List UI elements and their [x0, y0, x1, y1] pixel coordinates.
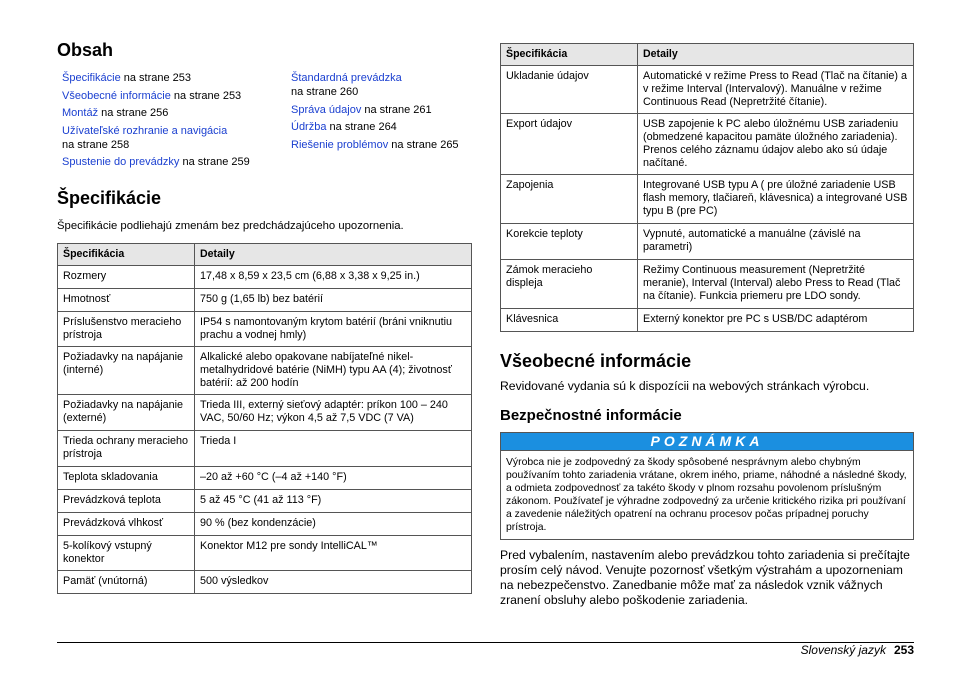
toc-column-2	[291, 71, 476, 155]
specs-title: Špecifikácie	[57, 188, 162, 208]
specs-intro: Špecifikácie podliehajú zmenám bez predchádzajúceho upozornenia.	[57, 220, 404, 232]
table-row	[58, 536, 472, 571]
toc-page-ref: na strane 256	[98, 107, 169, 119]
table-row	[501, 260, 914, 309]
spec-detail-cell: Trieda III, externý sieťový adaptér: príkon 100 – 240 VAC, 50/60 Hz; výkon 4,5 až 7,5 VDC (7 VA)	[195, 395, 472, 431]
table-row	[58, 513, 472, 536]
spec-name-cell: Príslušenstvo meracieho prístroja	[58, 312, 195, 347]
spec-detail-cell: 5 až 45 °C (41 až 113 °F)	[195, 490, 472, 513]
table-row	[58, 431, 472, 467]
spec-name-cell: Prevádzková vlhkosť	[58, 513, 195, 536]
toc-entry	[62, 124, 282, 152]
spec-name-cell: Pamäť (vnútorná)	[58, 571, 195, 594]
toc-link[interactable]: Spustenie do prevádzky	[62, 156, 180, 168]
toc-page-ref: na strane 261	[361, 103, 432, 116]
toc-entry	[291, 71, 476, 99]
spec-detail-cell: Režimy Continuous measurement (Nepretržité meranie), Interval (Interval) alebo Press to Read (Tlač na čítanie). Funkcia priemeru pre LDO sondy.	[638, 260, 914, 309]
toc-page-ref: na strane 264	[326, 121, 397, 133]
spec-detail-cell: –20 až +60 °C (–4 až +140 °F)	[195, 467, 472, 490]
toc-page-ref: na strane 258	[62, 138, 130, 151]
column-header-details: Detaily	[195, 244, 472, 266]
page-footer	[801, 643, 914, 657]
note-label: POZNÁMKA	[501, 433, 913, 450]
toc-link[interactable]: Montáž	[62, 107, 99, 119]
spec-detail-cell: Konektor M12 pre sondy IntelliCAL™	[195, 536, 472, 571]
spec-table-left	[57, 243, 472, 594]
spec-detail-cell: Integrované USB typu A ( pre úložné zariadenie USB flash memory, tlačiareň, klávesnica) a integrované USB typu B (pre PC)	[638, 175, 914, 224]
spec-name-cell: Zapojenia	[501, 175, 638, 224]
toc-link[interactable]: Užívateľské rozhranie a navigácia	[62, 124, 228, 137]
toc-link[interactable]: Špecifikácie	[62, 72, 121, 84]
spec-name-cell: Korekcie teploty	[501, 224, 638, 260]
toc-entry	[62, 155, 282, 169]
footer-language: Slovenský jazyk	[800, 643, 886, 657]
spec-name-cell: Trieda ochrany meracieho prístroja	[58, 431, 195, 467]
spec-name-cell: Požiadavky na napájanie (interné)	[58, 347, 195, 395]
table-row	[58, 312, 472, 347]
toc-link[interactable]: Údržba	[291, 121, 327, 133]
spec-detail-cell: Alkalické alebo opakovane nabíjateľné nikel-metalhydridové batérie (NiMH) typu AA (4); životnosť batérií: až 200 hodín	[195, 347, 472, 395]
toc-entry	[291, 138, 476, 152]
spec-detail-cell: Vypnuté, automatické a manuálne (závislé na parametri)	[638, 224, 914, 260]
spec-detail-cell: Automatické v režime Press to Read (Tlač na čítanie) a v režime Interval (Intervalový). Manuálne v režime Continuous Read (Nepretržité čítanie).	[638, 66, 914, 114]
toc-page-ref: na strane 259	[179, 156, 250, 168]
spec-name-cell: Požiadavky na napájanie (externé)	[58, 395, 195, 431]
spec-detail-cell: IP54 s namontovaným krytom batérií (bráni vniknutiu prachu a vodnej hmly)	[195, 312, 472, 347]
safety-info-title: Bezpečnostné informácie	[500, 407, 682, 424]
table-header-row	[58, 244, 472, 266]
general-info-title: Všeobecné informácie	[500, 351, 692, 371]
toc-page-ref: na strane 253	[120, 72, 192, 84]
table-row	[501, 224, 914, 260]
spec-detail-cell: Trieda I	[195, 431, 472, 467]
general-info-text: Revidované vydania sú k dispozícii na webových stránkach výrobcu.	[500, 379, 870, 393]
spec-name-cell: Export údajov	[501, 114, 638, 175]
column-header-details: Detaily	[638, 44, 914, 66]
table-row	[58, 289, 472, 312]
spec-detail-cell: 17,48 x 8,59 x 23,5 cm (6,88 x 3,38 x 9,25 in.)	[195, 266, 472, 289]
column-header-spec: Špecifikácia	[58, 244, 195, 266]
toc-link[interactable]: Riešenie problémov	[291, 138, 389, 151]
toc-column-1	[62, 71, 282, 173]
spec-name-cell: Ukladanie údajov	[501, 66, 638, 114]
toc-page-ref: na strane 253	[170, 89, 242, 102]
table-row	[58, 490, 472, 513]
page-number: 253	[893, 643, 914, 657]
spec-detail-cell: USB zapojenie k PC alebo úložnému USB zariadeniu (obmedzené kapacitou pamäte úložného zariadenia). Prenos celého záznamu údajov alebo ako sú údaje načítané.	[638, 114, 914, 175]
right-column	[500, 43, 914, 618]
table-row	[58, 347, 472, 395]
toc-link[interactable]: Štandardná prevádzka	[291, 72, 402, 84]
table-row	[501, 114, 914, 175]
spec-name-cell: Zámok meracieho displeja	[501, 260, 638, 309]
table-of-contents	[57, 71, 472, 171]
toc-entry	[62, 89, 282, 103]
column-header-spec: Špecifikácia	[501, 44, 638, 66]
table-row	[501, 66, 914, 114]
spec-name-cell: Prevádzková teplota	[58, 490, 195, 513]
toc-entry	[62, 106, 282, 120]
spec-detail-cell: 500 výsledkov	[195, 571, 472, 594]
toc-title: Obsah	[57, 40, 114, 60]
table-header-row	[501, 44, 914, 66]
left-column	[57, 38, 472, 594]
table-row	[58, 467, 472, 490]
note-box	[500, 432, 914, 540]
toc-page-ref: na strane 260	[291, 86, 359, 98]
toc-entry	[291, 103, 476, 117]
spec-name-cell: Hmotnosť	[58, 289, 195, 312]
spec-detail-cell: 90 % (bez kondenzácie)	[195, 513, 472, 536]
spec-detail-cell: 750 g (1,65 lb) bez batérií	[195, 289, 472, 312]
table-row	[501, 309, 914, 332]
toc-link[interactable]: Správa údajov	[291, 103, 362, 116]
table-row	[58, 266, 472, 289]
toc-entry	[291, 120, 476, 134]
toc-link[interactable]: Všeobecné informácie	[62, 89, 171, 102]
spec-table-right	[500, 43, 914, 332]
safety-text: Pred vybalením, nastavením alebo prevádzkou tohto zariadenia si prečítajte prosím celý návod. Venujte pozornosť všetkým výstrahám a upozorneniam na nebezpečenstvo. Zanedbanie môže mať za následok vznik vážnych zranení obsluhy alebo poškodenie zariadenia.	[500, 548, 910, 607]
spec-name-cell: Teplota skladovania	[58, 467, 195, 490]
toc-entry	[62, 71, 282, 85]
table-row	[58, 395, 472, 431]
toc-page-ref: na strane 265	[388, 138, 459, 151]
note-text: Výrobca nie je zodpovedný za škody spôsobené nesprávnym alebo chybným používaním tohto zariadenia vrátane, okrem iného, priame, náhodné a následné škody, a odmieta zodpovednosť za takéto škody v plnom rozsahu povolenom príslušným zákonom. Používateľ je výhradne zodpovedný za určenie kritického rizika pri používaní a zavedenie náležitých opatrení na ochranu procesov počas prípadnej poruchy prístroja.	[501, 450, 913, 539]
table-row	[58, 571, 472, 594]
spec-name-cell: Rozmery	[58, 266, 195, 289]
footer-divider	[57, 642, 914, 643]
spec-detail-cell: Externý konektor pre PC s USB/DC adaptérom	[638, 309, 914, 332]
spec-name-cell: Klávesnica	[501, 309, 638, 332]
table-row	[501, 175, 914, 224]
spec-name-cell: 5-kolíkový vstupný konektor	[58, 536, 195, 571]
